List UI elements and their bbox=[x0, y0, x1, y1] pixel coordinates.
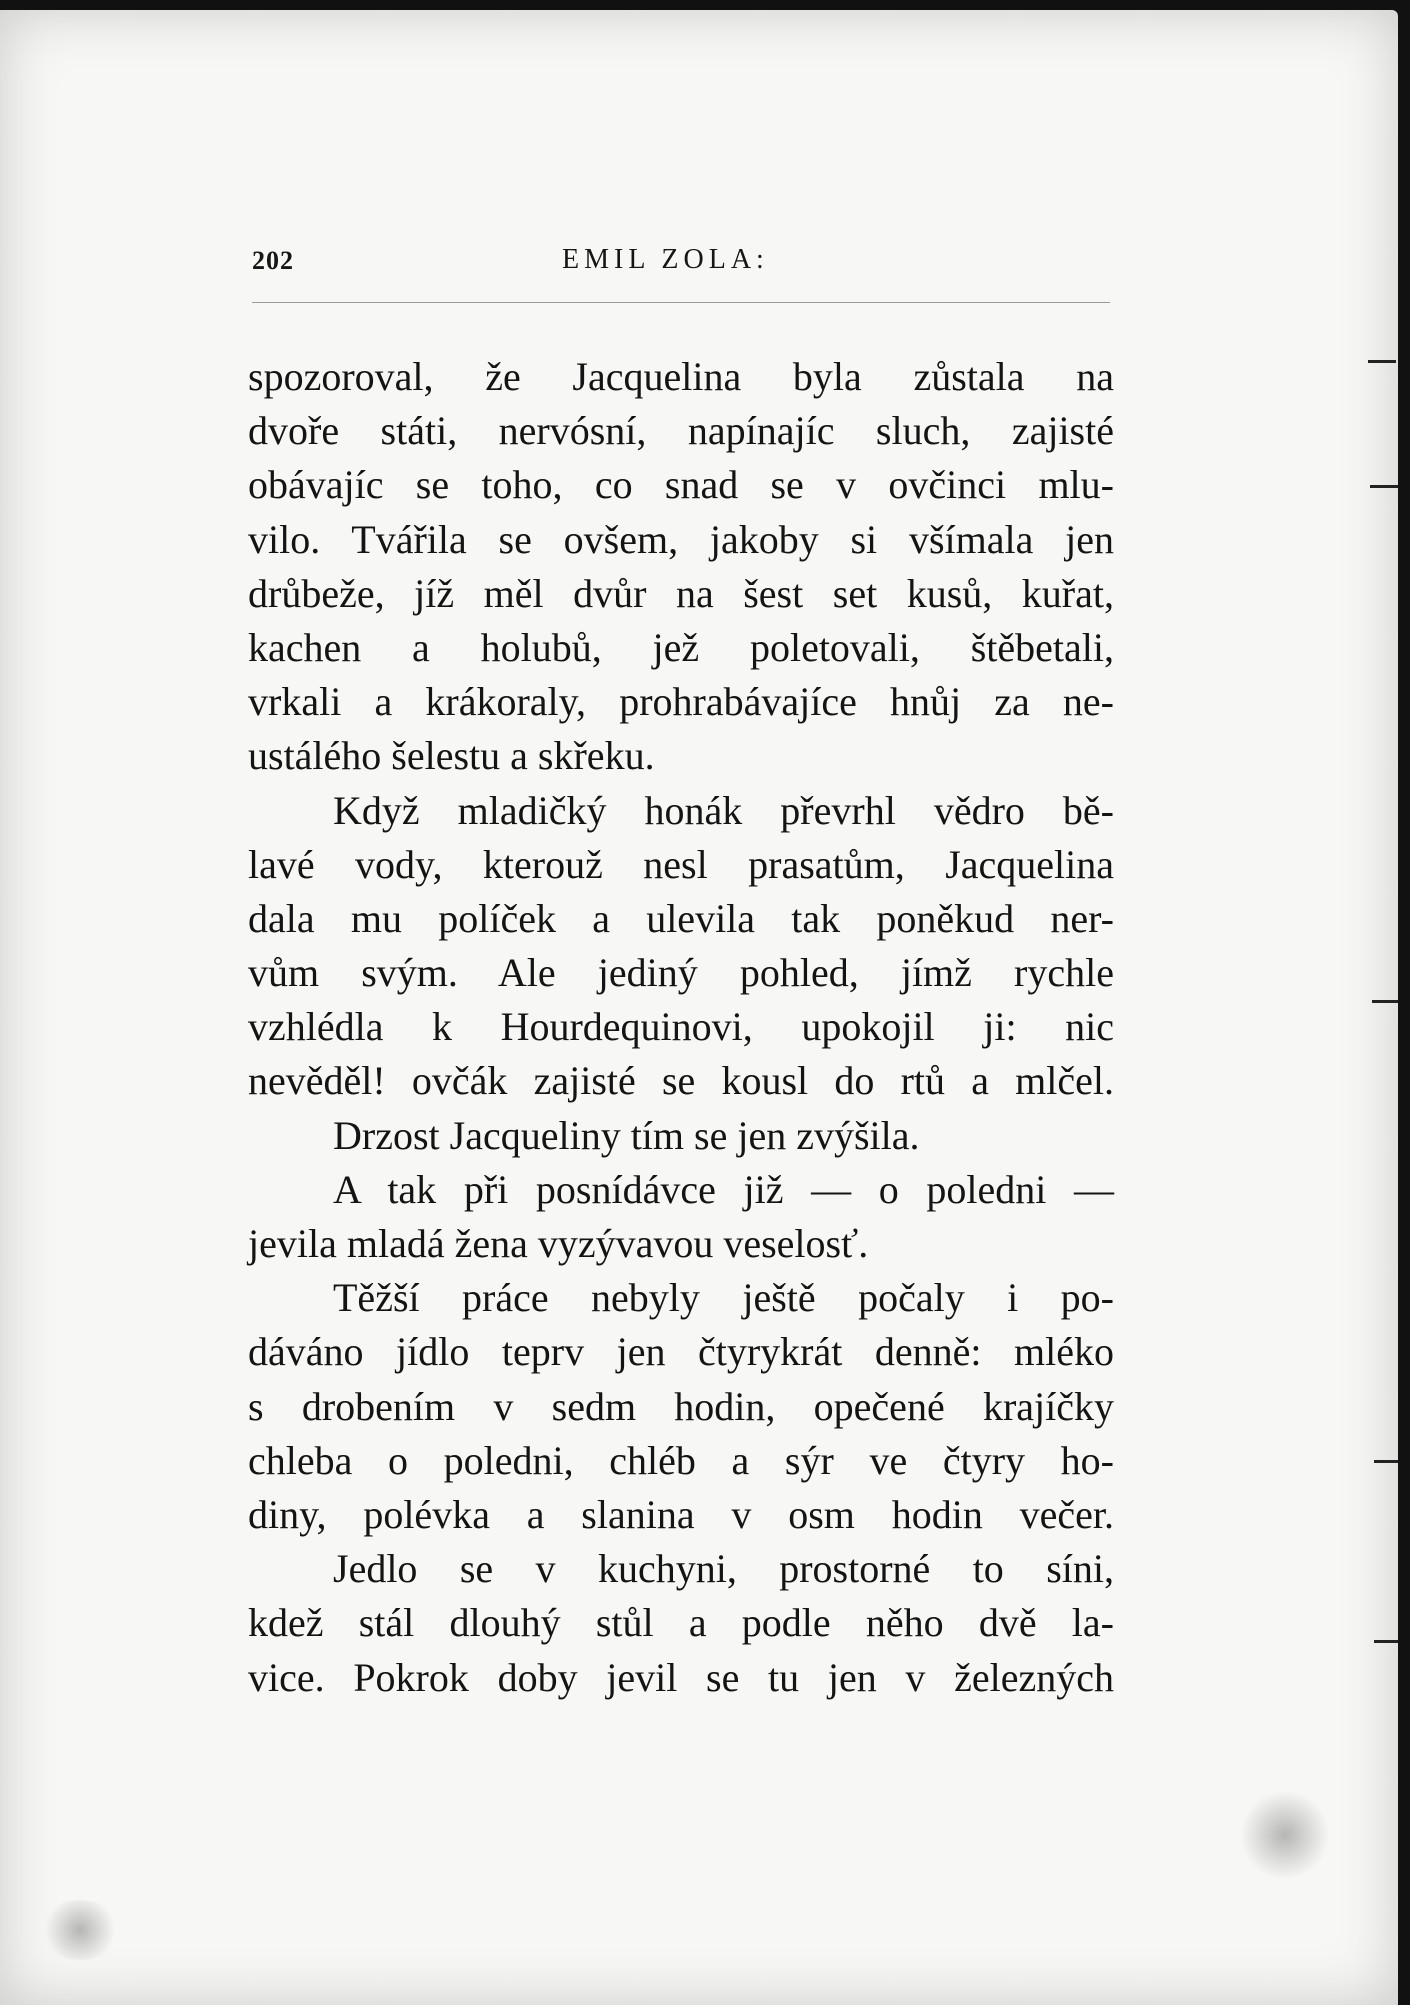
text-line: vům svým. Ale jediný pohled, jímž rychle bbox=[248, 950, 1114, 996]
page-stain bbox=[1240, 1790, 1330, 1880]
text-line: kachen a holubů, jež poletovali, štěbetali, bbox=[248, 624, 1114, 670]
text-line: vice. Pokrok doby jevil se tu jen v železných bbox=[248, 1654, 1114, 1700]
text-line: nevěděl! ovčák zajisté se kousl do rtů a mlčel. bbox=[248, 1058, 1114, 1104]
text-line: kdež stál dlouhý stůl a podle něho dvě la- bbox=[248, 1600, 1114, 1646]
text-line: Těžší práce nebyly ještě počaly i po- bbox=[333, 1275, 1114, 1321]
page-body-text bbox=[248, 350, 1114, 1705]
page-edge-tick bbox=[1372, 1000, 1400, 1003]
page-header bbox=[252, 246, 1107, 286]
header-rule bbox=[252, 302, 1110, 303]
page-stain bbox=[40, 1900, 120, 1960]
book-page bbox=[0, 10, 1398, 2005]
text-line: Drzost Jacqueliny tím se jen zvýšila. bbox=[333, 1112, 920, 1158]
text-line: dala mu políček a ulevila tak poněkud ner- bbox=[248, 895, 1114, 941]
text-line: dvoře státi, nervósní, napínajíc sluch, zajisté bbox=[248, 408, 1114, 454]
text-line: jevila mladá žena vyzývavou veselosť. bbox=[248, 1221, 869, 1266]
text-line: dáváno jídlo teprv jen čtyrykrát denně: mléko bbox=[248, 1329, 1114, 1375]
text-line: vrkali a krákoraly, prohrabávajíce hnůj za ne- bbox=[248, 679, 1114, 725]
text-line: Jedlo se v kuchyni, prostorné to síni, bbox=[333, 1546, 1114, 1592]
text-line: lavé vody, kterouž nesl prasatům, Jacquelina bbox=[248, 841, 1114, 887]
text-line: chleba o poledni, chléb a sýr ve čtyry ho- bbox=[248, 1437, 1114, 1483]
page-number: 202 bbox=[252, 246, 294, 275]
text-line: obávajíc se toho, co snad se v ovčinci mlu- bbox=[248, 462, 1114, 508]
text-line: ustálého šelestu a skřeku. bbox=[248, 733, 655, 779]
page-edge-tick bbox=[1370, 485, 1398, 488]
scan-border-right bbox=[1398, 0, 1410, 2005]
running-title: EMIL ZOLA: bbox=[562, 244, 769, 275]
text-line: A tak při posnídávce již — o poledni — bbox=[333, 1166, 1114, 1212]
text-line: s drobením v sedm hodin, opečené krajíčky bbox=[248, 1383, 1114, 1429]
page-edge-tick bbox=[1368, 360, 1396, 363]
text-line: spozoroval, že Jacquelina byla zůstala na bbox=[248, 354, 1114, 399]
text-line: vzhlédla k Hourdequinovi, upokojil ji: nic bbox=[248, 1004, 1114, 1050]
text-line: drůbeže, jíž měl dvůr na šest set kusů, kuřat, bbox=[248, 570, 1114, 616]
text-line: diny, polévka a slanina v osm hodin večer. bbox=[248, 1491, 1114, 1537]
text-line: vilo. Tvářila se ovšem, jakoby si všímala jen bbox=[248, 516, 1114, 562]
text-line: Když mladičký honák převrhl vědro bě- bbox=[333, 787, 1114, 833]
